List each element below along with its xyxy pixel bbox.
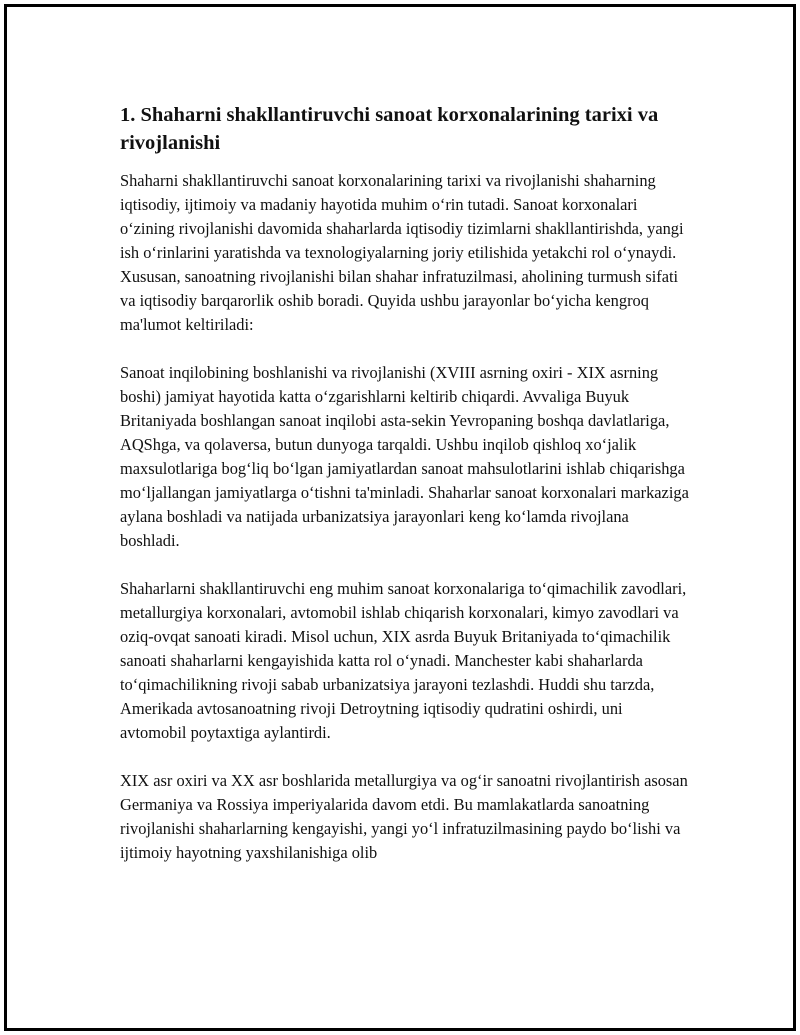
section-heading: 1. Shaharni shakllantiruvchi sanoat korxonalarining tarixi va rivojlanishi (120, 104, 659, 154)
paragraph-3: Shaharlarni shakllantiruvchi eng muhim sanoat korxonalariga to‘qimachilik zavodlari, metallurgiya korxonalari, avtomobil ishlab chiqarish korxonalari, kimyo zavodlari va oziq-ovqat sanoati kiradi. Misol uchun, XIX asrda Buyuk Britaniyada to‘qimachilik sanoati shaharlarni kengayishida katta rol o‘ynadi. Manchester kabi shaharlarda to‘qimachilikning rivoji sabab urbanizatsiya jarayoni tezlashdi. Huddi shu tarzda, Amerikada avtosanoatning rivoji Detroytning iqtisodiy qudratini oshirdi, uni avtomobil poytaxtiga aylantirdi. (120, 579, 687, 742)
paragraph-2: Sanoat inqilobining boshlanishi va rivojlanishi (XVIII asrning oxiri - XIX asrning boshi) jamiyat hayotida katta o‘zgarishlarni keltirib chiqardi. Avvaliga Buyuk Britaniyada boshlangan sanoat inqilobi asta-sekin Yevropaning boshqa davlatlariga, AQShga, va qolaversa, butun dunyoga tarqaldi. Ushbu inqilob qishloq xo‘jalik maxsulotlariga bog‘liq bo‘lgan jamiyatlardan sanoat mahsulotlarini ishlab chiqarishga mo‘ljallangan jamiyatlarga o‘tishni ta'minladi. Shaharlar sanoat korxonalari markaziga aylana boshladi va natijada urbanizatsiya jarayonlari keng ko‘lamda rivojlana boshladi. (120, 363, 689, 550)
page-frame (4, 4, 796, 1031)
document-body (120, 101, 690, 889)
paragraph-4: XIX asr oxiri va XX asr boshlarida metallurgiya va og‘ir sanoatni rivojlantirish asosan Germaniya va Rossiya imperiyalarida davom etdi. Bu mamlakatlarda sanoatning rivojlanishi shaharlarning kengayishi, yangi yo‘l infratuzilmasining paydo bo‘lishi va ijtimoiy hayotning yaxshilanishiga olib (120, 771, 688, 862)
paragraph-1: Shaharni shakllantiruvchi sanoat korxonalarining tarixi va rivojlanishi shaharning iqtisodiy, ijtimoiy va madaniy hayotida muhim o‘rin tutadi. Sanoat korxonalari o‘zining rivojlanishi davomida shaharlarda iqtisodiy tizimlarni shakllantirishda, yangi ish o‘rinlarini yaratishda va texnologiyalarning joriy etilishida yetakchi rol o‘ynaydi. Xususan, sanoatning rivojlanishi bilan shahar infratuzilmasi, aholining turmush sifati va iqtisodiy barqarorlik oshib boradi. Quyida ushbu jarayonlar bo‘yicha kengroq ma'lumot keltiriladi: (120, 171, 684, 334)
